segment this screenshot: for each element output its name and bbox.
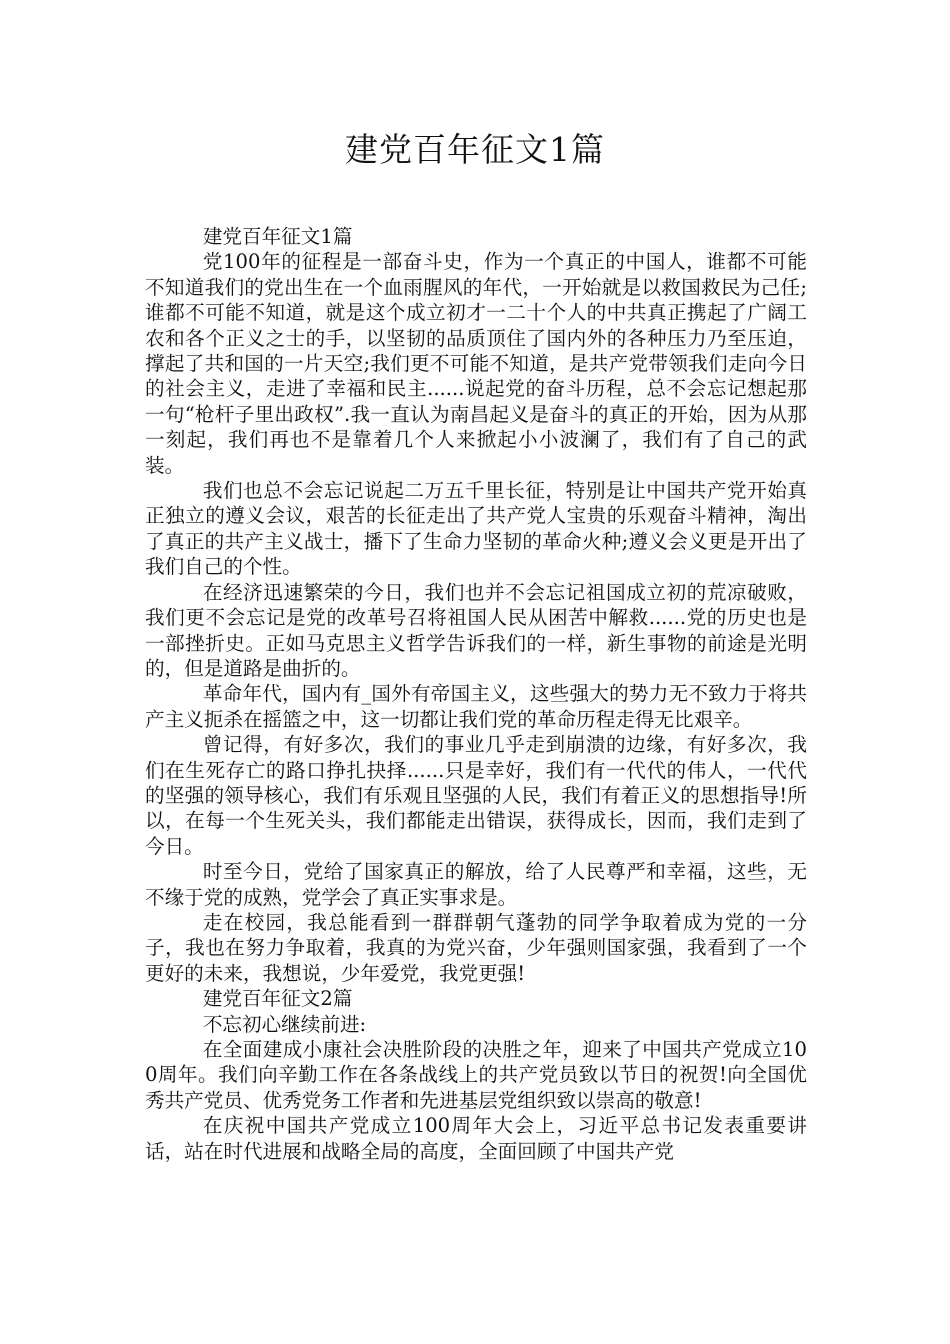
paragraph: 在庆祝中国共产党成立100周年大会上，习近平总书记发表重要讲话，站在时代进展和战略全局的高度，全面回顾了中国共产党 — [145, 1114, 807, 1163]
paragraph: 革命年代，国内有_国外有帝国主义，这些强大的势力无不致力于将共产主义扼杀在摇篮之中，这一切都让我们党的革命历程走得无比艰辛。 — [145, 682, 807, 731]
section-heading: 建党百年征文2篇 — [202, 987, 353, 1011]
paragraph: 在经济迅速繁荣的今日，我们也并不会忘记祖国成立初的荒凉破败，我们更不会忘记是党的改革号召将祖国人民从困苦中解救......党的历史也是一部挫折史。正如马克思主义哲学告诉我们的一样，新生事物的前途是光明的，但是道路是曲折的。 — [145, 580, 807, 680]
document-body — [145, 224, 807, 1164]
paragraph: 党100年的征程是一部奋斗史，作为一个真正的中国人，谁都不可能不知道我们的党出生在一个血雨腥风的年代，一开始就是以救国救民为己任;谁都不可能不知道，就是这个成立初才一二十个人的中共真正携起了广阔工农和各个正义之士的手，以坚韧的品质顶住了国内外的各种压力乃至压迫，撑起了共和国的一片天空;我们更不可能不知道，是共产党带领我们走向今日的社会主义，走进了幸福和民主......说起党的奋斗历程，总不会忘记想起那一句“枪杆子里出政权”.我一直认为南昌起义是奋斗的真正的开始，因为从那一刻起，我们再也不是靠着几个人来掀起小小波澜了，我们有了自己的武装。 — [145, 250, 807, 477]
paragraph: 时至今日，党给了国家真正的解放，给了人民尊严和幸福，这些，无不缘于党的成熟，党学会了真正实事求是。 — [145, 860, 807, 909]
document-title: 建党百年征文1篇 — [345, 130, 605, 169]
paragraph: 我们也总不会忘记说起二万五千里长征，特别是让中国共产党开始真正独立的遵义会议，艰苦的长征走出了共产党人宝贵的乐观奋斗精神，淘出了真正的共产主义战士，播下了生命力坚韧的革命火种;遵义会义更是开出了我们自己的个性。 — [145, 479, 807, 579]
paragraph: 不忘初心继续前进: — [202, 1012, 367, 1036]
paragraph: 曾记得，有好多次，我们的事业几乎走到崩溃的边缘，有好多次，我们在生死存亡的路口挣扎抉择......只是幸好，我们有一代代的伟人，一代代的坚强的领导核心，我们有乐观且坚强的人民，我们有着正义的思想指导!所以，在每一个生死关头，我们都能走出错误，获得成长，因而，我们走到了今日。 — [145, 733, 807, 858]
paragraph: 走在校园，我总能看到一群群朝气蓬勃的同学争取着成为党的一分子，我也在努力争取着，我真的为党兴奋，少年强则国家强，我看到了一个更好的未来，我想说，少年爱党，我党更强! — [145, 910, 807, 985]
paragraph: 在全面建成小康社会决胜阶段的决胜之年，迎来了中国共产党成立100周年。我们向辛勤工作在各条战线上的共产党员致以节日的祝贺!向全国优秀共产党员、优秀党务工作者和先进基层党组织致以崇高的敬意! — [145, 1038, 807, 1112]
section-heading: 建党百年征文1篇 — [202, 225, 353, 248]
